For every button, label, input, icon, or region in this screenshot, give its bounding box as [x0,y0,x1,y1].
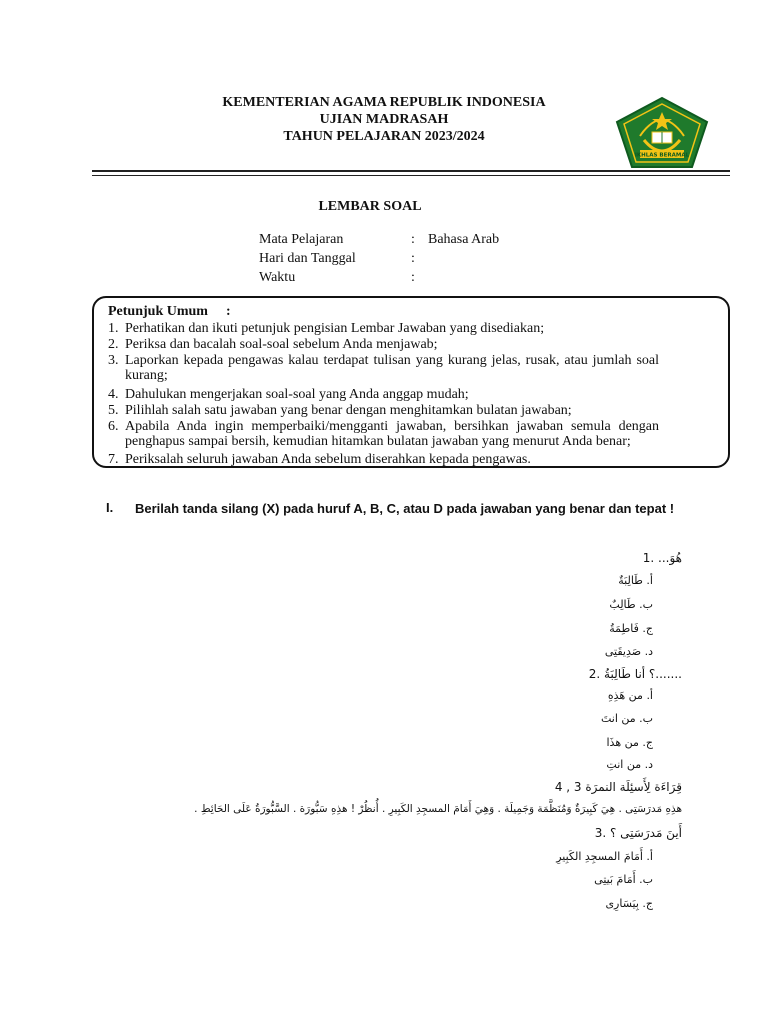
logo-motto: IKHLAS BERAMAL [634,152,690,159]
question-2-option-d: د. من انتِ [606,758,653,771]
instructions-heading: Petunjuk Umum [108,304,208,319]
question-1-option-b: ب. طَالِبٌ [609,598,653,611]
question-2-option-a: أ. من هَذِهِ [607,689,653,702]
question-3-option-a: أ. أَمَامَ المسجِدِ الكَبِيرِ [556,850,653,863]
instructions-colon: : [226,304,231,319]
meta-value-subject: Bahasa Arab [428,232,500,247]
instruction-text: Laporkan kepada pengawas kalau terdapat tulisan yang kurang jelas, rusak, atau jumlah soal kurang; [125,353,659,383]
kemenag-logo [614,96,710,168]
instruction-item [108,387,659,402]
instruction-number: 4. [108,387,119,402]
reading-passage: هذِهِ مَدرَسَتِى . هِيَ كَبِيرَةٌ وَمُنَظَّمَة وَجَمِيلَة . وَهِيَ أَمَامَ المسجِدِ الكَبِيرِ . أُنظُرْ ! هذِهِ سَبُّورَة . السَّبُّورَةُ عَلَى الحَائِطِ . [194,803,682,815]
instruction-item [108,403,659,418]
meta-colon-subject: : [411,232,415,247]
meta-colon-time: : [411,270,415,285]
question-1-stem: هُوَ... .1 [642,551,682,565]
instruction-item [108,452,659,467]
question-1-option-d: د. صَدِيقَتِى [604,645,653,658]
instruction-number: 1. [108,321,119,336]
question-3-option-b: ب. أَمَامَ بَيتِى [594,873,653,886]
question-1-option-a: أ. طَالِبَةٌ [618,574,653,587]
instruction-item [108,353,659,383]
instruction-number: 5. [108,403,119,418]
question-2-option-c: ج. من هذَا [606,736,653,749]
instruction-number: 3. [108,353,119,368]
header-ministry: KEMENTERIAN AGAMA REPUBLIK INDONESIA [222,95,546,110]
meta-label-date: Hari dan Tanggal [259,251,356,266]
instruction-text: Periksa dan bacalah soal-soal sebelum Anda menjawab; [125,337,438,352]
instruction-text: Periksalah seluruh jawaban Anda sebelum diserahkan kepada pengawas. [125,452,531,467]
page-title: LEMBAR SOAL [318,199,422,214]
meta-colon-date: : [411,251,415,266]
question-3-stem: أَينَ مَدرَسَتِى ؟ .3 [594,826,682,840]
instruction-item [108,337,659,352]
instruction-number: 6. [108,419,119,434]
meta-label-time: Waktu [259,270,296,285]
instruction-number: 7. [108,452,119,467]
question-2-stem: .......؟ أنا طَالِبَةُ .2 [588,667,682,681]
question-2-option-b: ب. من انتَ [600,712,653,725]
instruction-text: Pilihlah salah satu jawaban yang benar dengan menghitamkan bulatan jawaban; [125,403,572,418]
section-number: I. [106,500,114,515]
instruction-item [108,321,659,336]
header-exam: UJIAN MADRASAH [319,112,449,127]
header-year: TAHUN PELAJARAN 2023/2024 [283,129,485,144]
question-1-option-c: ج. فَاطِمَةُ [609,622,653,635]
header-rule-thin [92,175,730,176]
meta-label-subject: Mata Pelajaran [259,232,344,247]
instruction-number: 2. [108,337,119,352]
instruction-item [108,419,659,449]
reading-instruction: قِرَاءَة لِأَسئِلَة النمرَة 3 , 4 [554,780,682,794]
section-instruction: Berilah tanda silang (X) pada huruf A, B, C, atau D pada jawaban yang benar dan tepat ! [135,501,675,516]
header-rule-thick [92,170,730,172]
instruction-text: Apabila Anda ingin memperbaiki/mengganti jawaban, bersihkan jawaban semula dengan penghapus sampai bersih, kemudian hitamkan bulatan jawaban yang menurut Anda benar; [125,419,659,449]
instruction-text: Perhatikan dan ikuti petunjuk pengisian Lembar Jawaban yang disediakan; [125,321,545,336]
question-3-option-c: ج. بِيَسَارِى [605,897,653,910]
instruction-text: Dahulukan mengerjakan soal-soal yang Anda anggap mudah; [125,387,469,402]
